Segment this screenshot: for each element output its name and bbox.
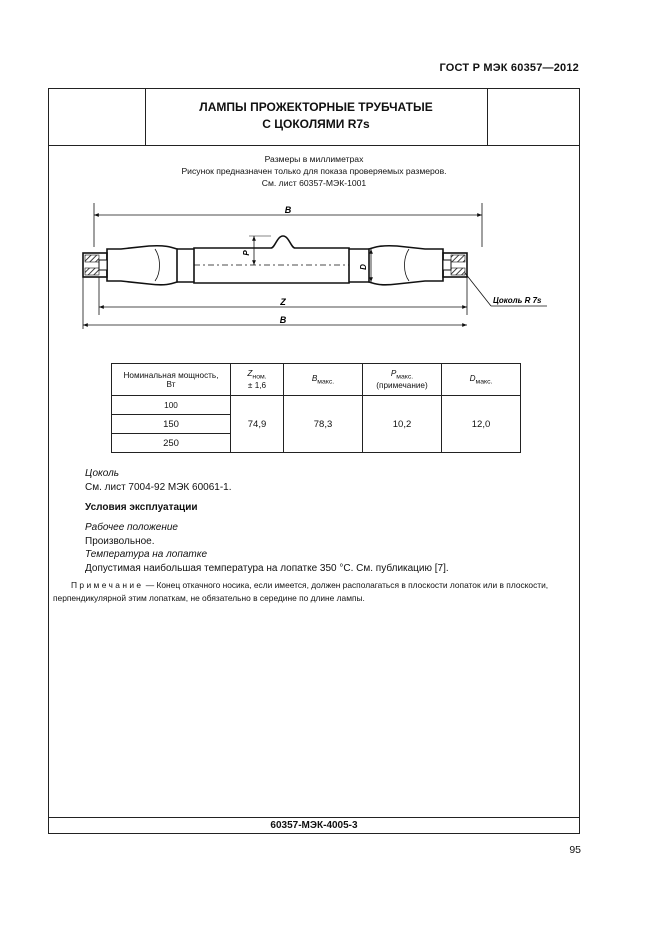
caption-units: Размеры в миллиметрах <box>264 154 364 164</box>
th-z-sub: ном. <box>252 373 267 381</box>
cell-power: 150 <box>112 415 231 434</box>
sheet-title <box>145 99 487 133</box>
base-heading: Цоколь <box>85 468 120 479</box>
th-p-symbol: P <box>390 369 397 379</box>
base-right <box>443 253 467 277</box>
dimension-z <box>83 277 467 329</box>
th-d <box>442 364 521 396</box>
sheet-frame <box>48 88 580 834</box>
dimension-p <box>242 236 271 265</box>
th-d-symbol: D <box>469 373 476 383</box>
dim-p-label: P <box>242 250 251 256</box>
base-leader <box>465 273 547 306</box>
conditions-heading: Условия эксплуатации <box>85 502 198 513</box>
page-number: 95 <box>569 844 581 856</box>
th-z-tolerance: ± 1,6 <box>247 380 267 390</box>
th-b-sub: макс. <box>317 378 335 386</box>
note-text: — Конец откачного носика, если имеется, должен располагаться в плоскости лопаток или в плоскости, перпендикулярной этим лопаткам, не обязательно в середине по длине лампы. <box>53 580 549 603</box>
cell-d-value: 12,0 <box>442 396 521 453</box>
th-power-line2: Вт <box>166 379 176 389</box>
temperature-heading: Температура на лопатке <box>85 549 208 560</box>
th-z-symbol: Z <box>247 369 253 379</box>
header-divider-right <box>487 89 488 145</box>
note-label: Примечание <box>71 580 144 590</box>
cell-power: 100 <box>112 396 231 415</box>
note-paragraph <box>53 579 573 605</box>
th-z <box>231 364 284 396</box>
dim-b-bottom-label: B <box>279 315 287 325</box>
th-b <box>284 364 363 396</box>
position-text: Произвольное. <box>85 536 155 547</box>
base-text: См. лист 7004-92 МЭК 60061-1. <box>85 482 232 493</box>
th-p <box>363 364 442 396</box>
cell-p-value: 10,2 <box>363 396 442 453</box>
standard-code: ГОСТ Р МЭК 60357—2012 <box>439 62 579 74</box>
table-header-row <box>112 364 521 396</box>
cell-z-value: 74,9 <box>231 396 284 453</box>
temperature-text: Допустимая наибольшая температура на лопатке 350 °С. См. публикацию [7]. <box>85 563 449 574</box>
dim-d-label: D <box>359 264 368 270</box>
th-d-sub: макс. <box>475 378 493 386</box>
cell-b-value: 78,3 <box>284 396 363 453</box>
dimension-b-bottom <box>83 315 467 325</box>
sheet-code: 60357-МЭК-4005-3 <box>270 820 358 831</box>
th-p-sub: макс. <box>396 373 414 381</box>
caption-purpose: Рисунок предназначен только для показа проверяемых размеров. <box>181 166 447 176</box>
base-label: Цоколь R 7s <box>493 296 542 305</box>
caption-reference: См. лист 60357-МЭК-1001 <box>261 178 367 188</box>
sheet-header <box>49 89 579 146</box>
lamp-drawing <box>69 203 559 339</box>
spec-table <box>111 363 521 453</box>
title-line-2: С ЦОКОЛЯМИ R7s <box>262 117 370 131</box>
table-row <box>112 396 521 415</box>
th-b-symbol: B <box>311 373 318 383</box>
th-power-line1: Номинальная мощность, <box>123 370 219 380</box>
dim-z-label: Z <box>280 297 286 307</box>
th-p-note: (примечание) <box>376 380 428 390</box>
base-left <box>83 253 107 277</box>
sheet-footer <box>49 817 579 834</box>
dim-b-top-label: B <box>284 205 292 215</box>
th-power <box>112 364 231 396</box>
title-line-1: ЛАМПЫ ПРОЖЕКТОРНЫЕ ТРУБЧАТЫЕ <box>199 100 433 114</box>
cell-power: 250 <box>112 434 231 453</box>
position-heading: Рабочее положение <box>85 522 178 533</box>
